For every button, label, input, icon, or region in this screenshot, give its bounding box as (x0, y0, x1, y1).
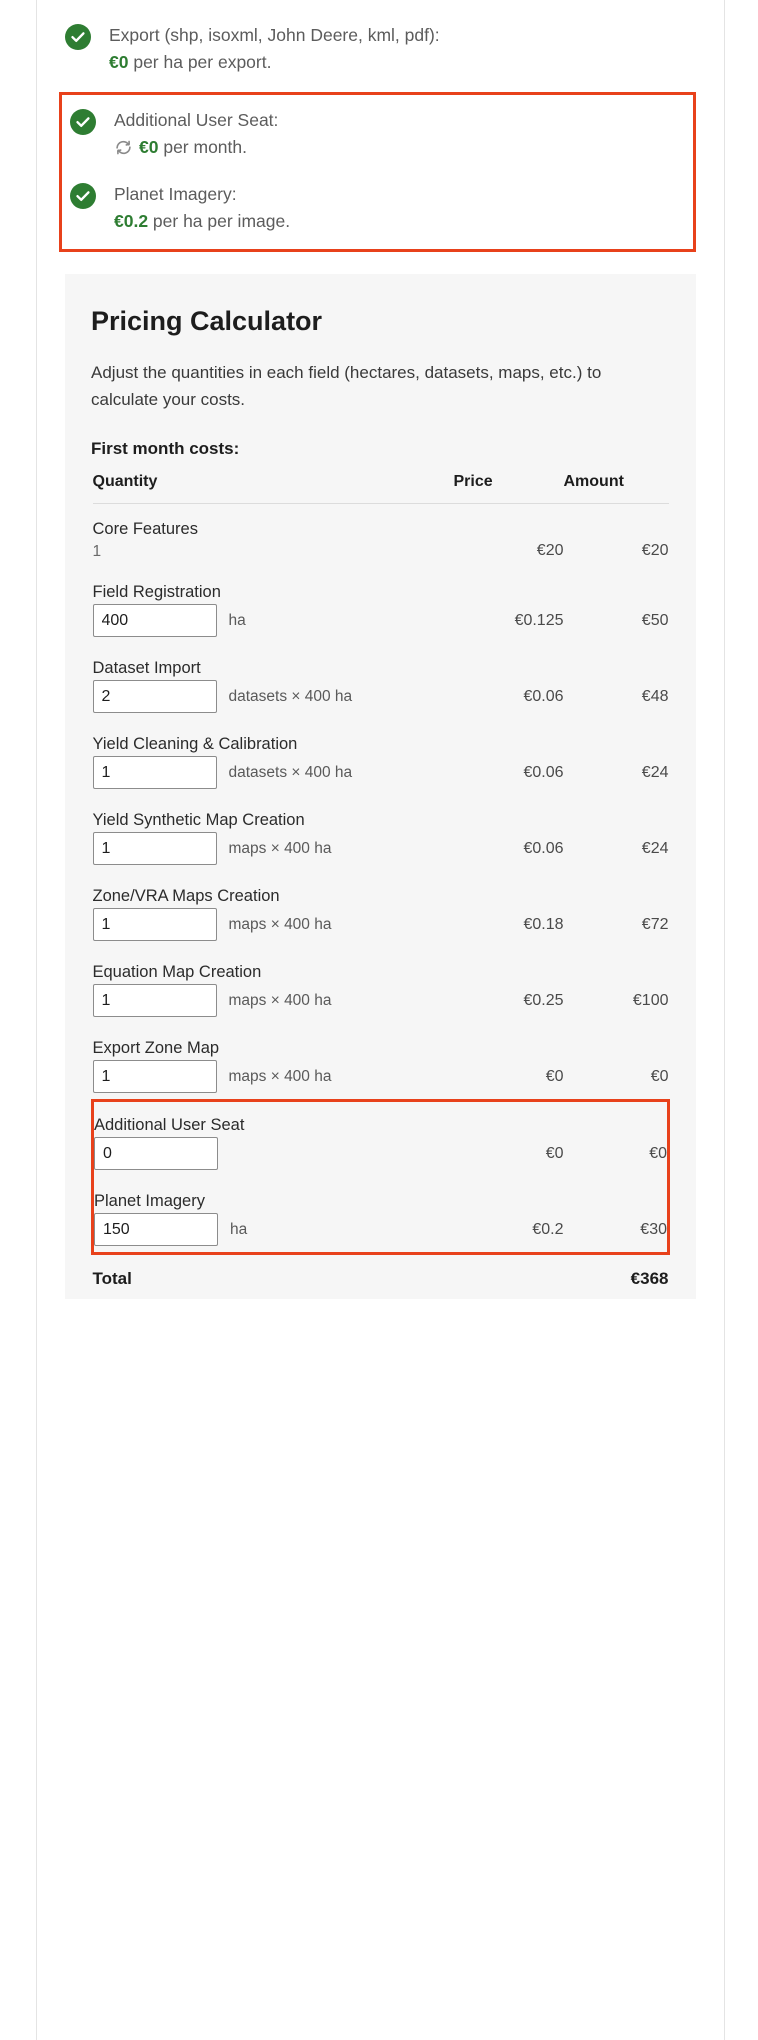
table-row (93, 908, 669, 947)
quantity-input-yield-synthetic-map[interactable] (93, 832, 217, 865)
quantity-value: 1 (92, 543, 102, 561)
feature-item-planet-imagery (70, 181, 683, 235)
table-row (93, 871, 669, 908)
table-row (93, 504, 669, 542)
table-row (93, 541, 669, 567)
row-quantity-dataset-import (93, 680, 454, 719)
row-quantity-equation-map (93, 984, 454, 1023)
row-amount-additional-user-seat: €0 (564, 1137, 669, 1176)
row-amount-core-features: €20 (641, 542, 669, 560)
table-row-highlighted (93, 1176, 669, 1213)
unit-label: datasets × 400 ha (228, 687, 353, 705)
total-amount: €368 (564, 1254, 669, 1300)
check-circle-icon (70, 183, 96, 209)
row-price-zone-vra-maps: €0.18 (523, 915, 564, 933)
feature-unit: per month. (158, 137, 247, 158)
row-amount-export-zone-map: €0 (650, 1067, 669, 1085)
table-row (93, 832, 669, 871)
feature-text (114, 181, 290, 235)
table-row (93, 604, 669, 643)
row-amount-planet-imagery: €30 (564, 1213, 669, 1254)
highlighted-features-box (59, 92, 696, 252)
pricing-table (91, 473, 670, 1299)
row-label-export-zone-map: Export Zone Map (92, 1039, 220, 1058)
row-quantity-export-zone-map (93, 1060, 454, 1101)
feature-text (114, 107, 278, 164)
row-price-yield-cleaning: €0.06 (523, 763, 564, 781)
row-label-dataset-import: Dataset Import (92, 659, 201, 678)
calculator-subtitle: First month costs: (91, 439, 240, 459)
feature-label: Additional User Seat: (114, 110, 279, 131)
row-quantity-additional-user-seat (93, 1137, 454, 1176)
table-row (93, 1060, 669, 1101)
column-header-amount: Amount (564, 473, 669, 504)
feature-price: €0.2 (114, 210, 149, 231)
row-quantity-yield-synthetic-map (93, 832, 454, 871)
total-spacer (454, 1254, 564, 1300)
table-row (93, 947, 669, 984)
quantity-input-planet-imagery[interactable] (94, 1213, 218, 1246)
table-row (93, 567, 669, 604)
row-price-export-zone-map: €0 (545, 1067, 564, 1085)
row-amount-yield-cleaning: €24 (641, 763, 669, 781)
quantity-input-field-registration[interactable] (93, 604, 217, 637)
unit-label: maps × 400 ha (228, 1067, 332, 1085)
column-header-quantity: Quantity (93, 473, 454, 504)
feature-item-additional-user-seat (70, 107, 683, 164)
quantity-input-additional-user-seat[interactable] (94, 1137, 218, 1170)
row-price-field-registration: €0.125 (514, 611, 564, 629)
quantity-input-export-zone-map[interactable] (93, 1060, 217, 1093)
table-row (93, 984, 669, 1023)
feature-text (109, 22, 440, 76)
content-column (37, 0, 724, 2040)
table-header-row (93, 473, 669, 504)
quantity-input-dataset-import[interactable] (93, 680, 217, 713)
quantity-input-equation-map[interactable] (93, 984, 217, 1017)
unit-label: ha (230, 1220, 248, 1238)
row-label-equation-map: Equation Map Creation (92, 963, 262, 982)
row-amount-equation-map: €100 (632, 991, 669, 1009)
table-row (93, 1023, 669, 1060)
row-amount-field-registration: €50 (641, 611, 669, 629)
feature-list (37, 0, 724, 252)
feature-price: €0 (139, 137, 159, 158)
table-row-highlighted (93, 1213, 669, 1254)
row-price-planet-imagery: €0.2 (454, 1213, 564, 1254)
row-price-additional-user-seat: €0 (545, 1144, 564, 1162)
right-divider (724, 0, 725, 2040)
quantity-input-zone-vra-maps[interactable] (93, 908, 217, 941)
row-amount-dataset-import: €48 (641, 687, 669, 705)
column-header-price: Price (454, 473, 564, 504)
check-circle-icon (65, 24, 91, 50)
unit-label: maps × 400 ha (228, 915, 332, 933)
unit-label: maps × 400 ha (228, 991, 332, 1009)
total-label: Total (93, 1254, 454, 1300)
row-label-field-registration: Field Registration (92, 583, 221, 602)
row-price-yield-synthetic-map: €0.06 (523, 839, 564, 857)
unit-label: maps × 400 ha (228, 839, 332, 857)
row-price-equation-map: €0.25 (523, 991, 564, 1009)
row-price-core-features: €20 (536, 542, 564, 560)
recurring-icon (114, 137, 133, 164)
row-amount-yield-synthetic-map: €24 (641, 839, 669, 857)
table-row (93, 643, 669, 680)
feature-unit: per ha per export. (128, 52, 272, 73)
table-row-total (93, 1254, 669, 1300)
feature-label: Export (shp, isoxml, John Deere, kml, pdf): (109, 25, 440, 45)
row-label-core-features: Core Features (92, 520, 198, 539)
feature-unit: per ha per image. (148, 210, 291, 231)
calculator-description: Adjust the quantities in each field (hectares, datasets, maps, etc.) to calculate your costs. (91, 362, 602, 409)
row-label-additional-user-seat: Additional User Seat (93, 1101, 669, 1138)
row-label-yield-synthetic-map: Yield Synthetic Map Creation (92, 811, 305, 830)
row-label-planet-imagery: Planet Imagery (93, 1176, 669, 1213)
row-quantity-yield-cleaning (93, 756, 454, 795)
table-row-highlighted (93, 1137, 669, 1176)
check-circle-icon (70, 109, 96, 135)
row-quantity-zone-vra-maps (93, 908, 454, 947)
feature-price: €0 (109, 52, 129, 73)
row-quantity-planet-imagery (93, 1213, 454, 1254)
table-row (93, 756, 669, 795)
row-quantity-core-features (93, 541, 454, 567)
table-row (93, 795, 669, 832)
row-amount-zone-vra-maps: €72 (641, 915, 669, 933)
table-row (93, 680, 669, 719)
pricing-calculator-card (65, 274, 696, 1299)
quantity-input-yield-cleaning[interactable] (93, 756, 217, 789)
row-price-dataset-import: €0.06 (523, 687, 564, 705)
row-label-zone-vra-maps: Zone/VRA Maps Creation (92, 887, 280, 906)
row-label-yield-cleaning: Yield Cleaning & Calibration (92, 735, 298, 754)
feature-label: Planet Imagery: (114, 183, 237, 204)
table-row (93, 719, 669, 756)
feature-item-export (65, 22, 696, 76)
unit-label: datasets × 400 ha (228, 763, 353, 781)
table-row-highlighted (93, 1101, 669, 1138)
row-quantity-field-registration (93, 604, 454, 643)
unit-label: ha (228, 611, 246, 629)
calculator-title: Pricing Calculator (91, 305, 323, 336)
